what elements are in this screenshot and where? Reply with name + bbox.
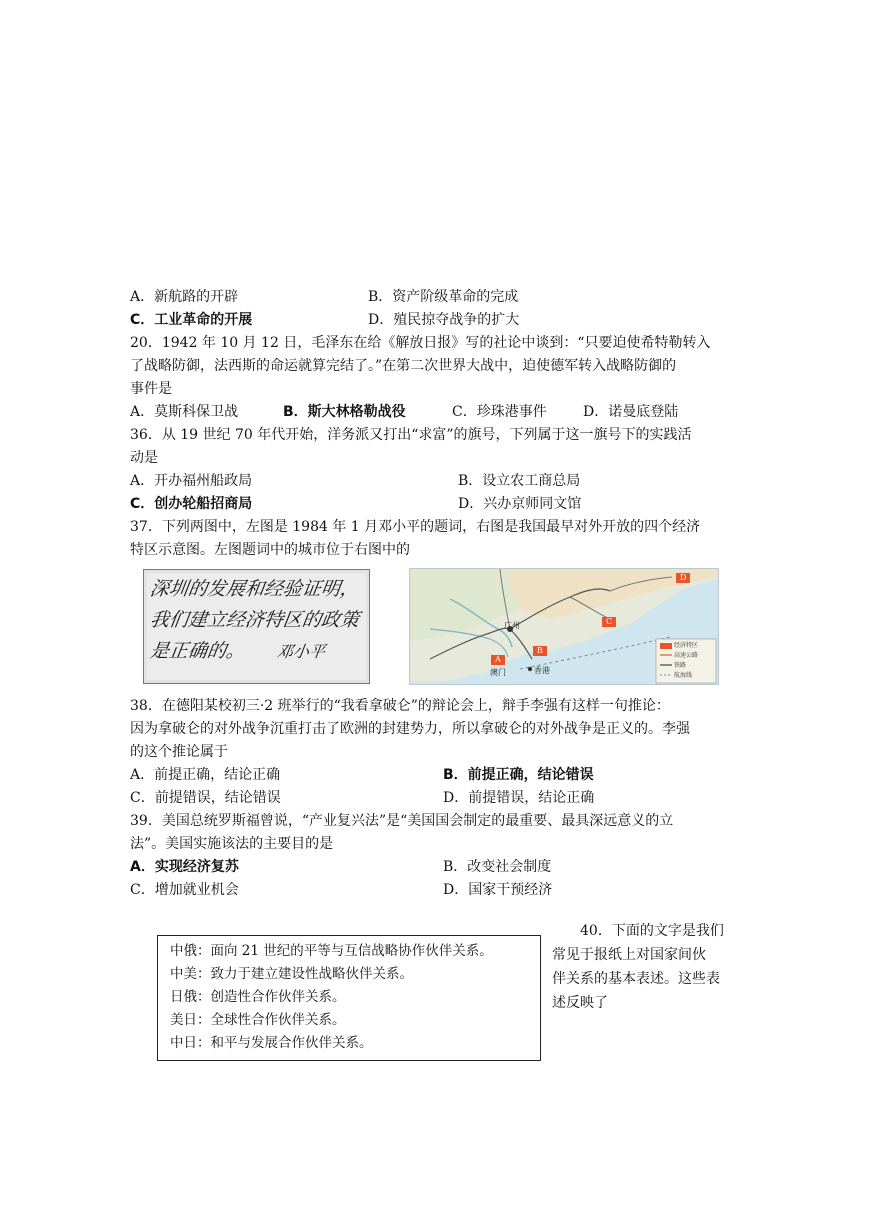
partnership-us-japan: 美日：全球性合作伙伴关系。 [170,1012,346,1028]
q20-option-b: B．斯大林格勒战役 [283,404,406,420]
q20-option-a: A．莫斯科保卫战 [130,404,239,420]
q40-stem-line2: 常见于报纸上对国家间伙 [552,947,706,963]
map-marker-b: B [537,646,543,655]
q38-stem-line1: 38．在德阳某校初三·2 班举行的“我看拿破仑”的辩论会上，辩手李强有这样一句推论： [130,698,670,714]
map-legend-item: 经济特区 [674,642,699,649]
q39-stem-line2: 法”。美国实施该法的主要目的是 [130,836,334,852]
q37-stem-line1: 37．下列两图中，左图是 1984 年 1 月邓小平的题词，右图是我国最早对外开放的四个经济 [130,519,701,535]
partnership-china-japan: 中日：和平与发展合作伙伴关系。 [170,1035,373,1051]
q36-stem-line1: 36．从 19 世纪 70 年代开始，洋务派又打出“求富”的旗号，下列属于这一旗号下的实践活 [130,427,692,443]
q20-option-c: C．珍珠港事件 [452,404,547,420]
map-marker-d: D [680,573,687,582]
q36-option-b: B．设立农工商总局 [458,473,581,489]
map-legend-item: 铁路 [674,662,687,669]
partnership-china-us: 中美：致力于建立建设性战略伙伴关系。 [170,966,413,982]
q39-option-b: B．改变社会制度 [443,859,552,875]
calligraphy-line3: 是正确的。 [148,640,247,662]
map-label-xianggang: 香港 [534,666,550,675]
calligraphy-line2: 我们建立经济特区的政策 [148,609,361,631]
q19-option-a: A．新航路的开辟 [130,289,239,305]
partnership-china-russia: 中俄：面向 21 世纪的平等与互信战略协作伙伴关系。 [170,943,493,959]
map-legend-item: 高速公路 [674,652,699,659]
q20-option-d: D．诺曼底登陆 [583,404,679,420]
q36-option-d: D．兴办京师同文馆 [458,496,582,512]
calligraphy-image [143,569,370,684]
q20-stem-line3: 事件是 [130,381,172,397]
calligraphy-signature: 邓小平 [275,642,327,661]
q39-stem-line1: 39．美国总统罗斯福曾说，“产业复兴法”是“美国国会制定的最重要、最具深远意义的立 [130,813,674,829]
calligraphy-line1: 深圳的发展和经验证明， [148,578,361,600]
map-label-guangzhou: 广州 [504,621,520,630]
q20-stem-line1: 20．1942 年 10 月 12 日，毛泽东在给《解放日报》写的社论中谈到：“只要迫使希特勒转入 [130,335,711,351]
q20-stem-line2: 了战略防御，法西斯的命运就算完结了。”在第二次世界大战中，迫使德军转入战略防御的 [130,358,677,374]
q36-stem-line2: 动是 [130,450,158,466]
q38-stem-line2: 因为拿破仑的对外战争沉重打击了欧洲的封建势力，所以拿破仑的对外战争是正义的。李强 [130,721,690,737]
q38-option-c: C．前提错误，结论错误 [130,790,281,806]
map-legend-item: 航海线 [674,672,693,679]
map-marker-a: A [495,655,501,664]
q39-option-d: D．国家干预经济 [443,882,553,898]
q40-partnership-box [157,935,541,1061]
q38-option-b: B．前提正确，结论错误 [443,767,594,783]
map-marker-c: C [606,617,613,626]
map-label-aomen: 澳门 [490,668,506,677]
q38-stem-line3: 的这个推论属于 [130,744,228,760]
map-legend [674,641,698,681]
partnership-japan-russia: 日俄：创造性合作伙伴关系。 [170,989,346,1005]
q40-stem-line1: 40．下面的文字是我们 [580,923,724,939]
q37-stem-line2: 特区示意图。左图题词中的城市位于右图中的 [130,542,410,558]
q19-option-b: B．资产阶级革命的完成 [368,289,519,305]
q38-option-a: A．前提正确，结论正确 [130,767,281,783]
map-drawing [410,569,718,684]
q39-option-c: C．增加就业机会 [130,882,239,898]
q39-option-a: A．实现经济复苏 [130,859,239,875]
special-economic-zones-map [409,568,719,685]
q38-option-d: D．前提错误，结论正确 [443,790,595,806]
q19-option-c: C．工业革命的开展 [130,312,253,328]
q40-stem-line4: 述反映了 [552,995,608,1011]
q36-option-c: C．创办轮船招商局 [130,496,253,512]
q40-stem-line3: 伴关系的基本表述。这些表 [552,971,720,987]
q36-option-a: A．开办福州船政局 [130,473,253,489]
q19-option-d: D．殖民掠夺战争的扩大 [368,312,520,328]
